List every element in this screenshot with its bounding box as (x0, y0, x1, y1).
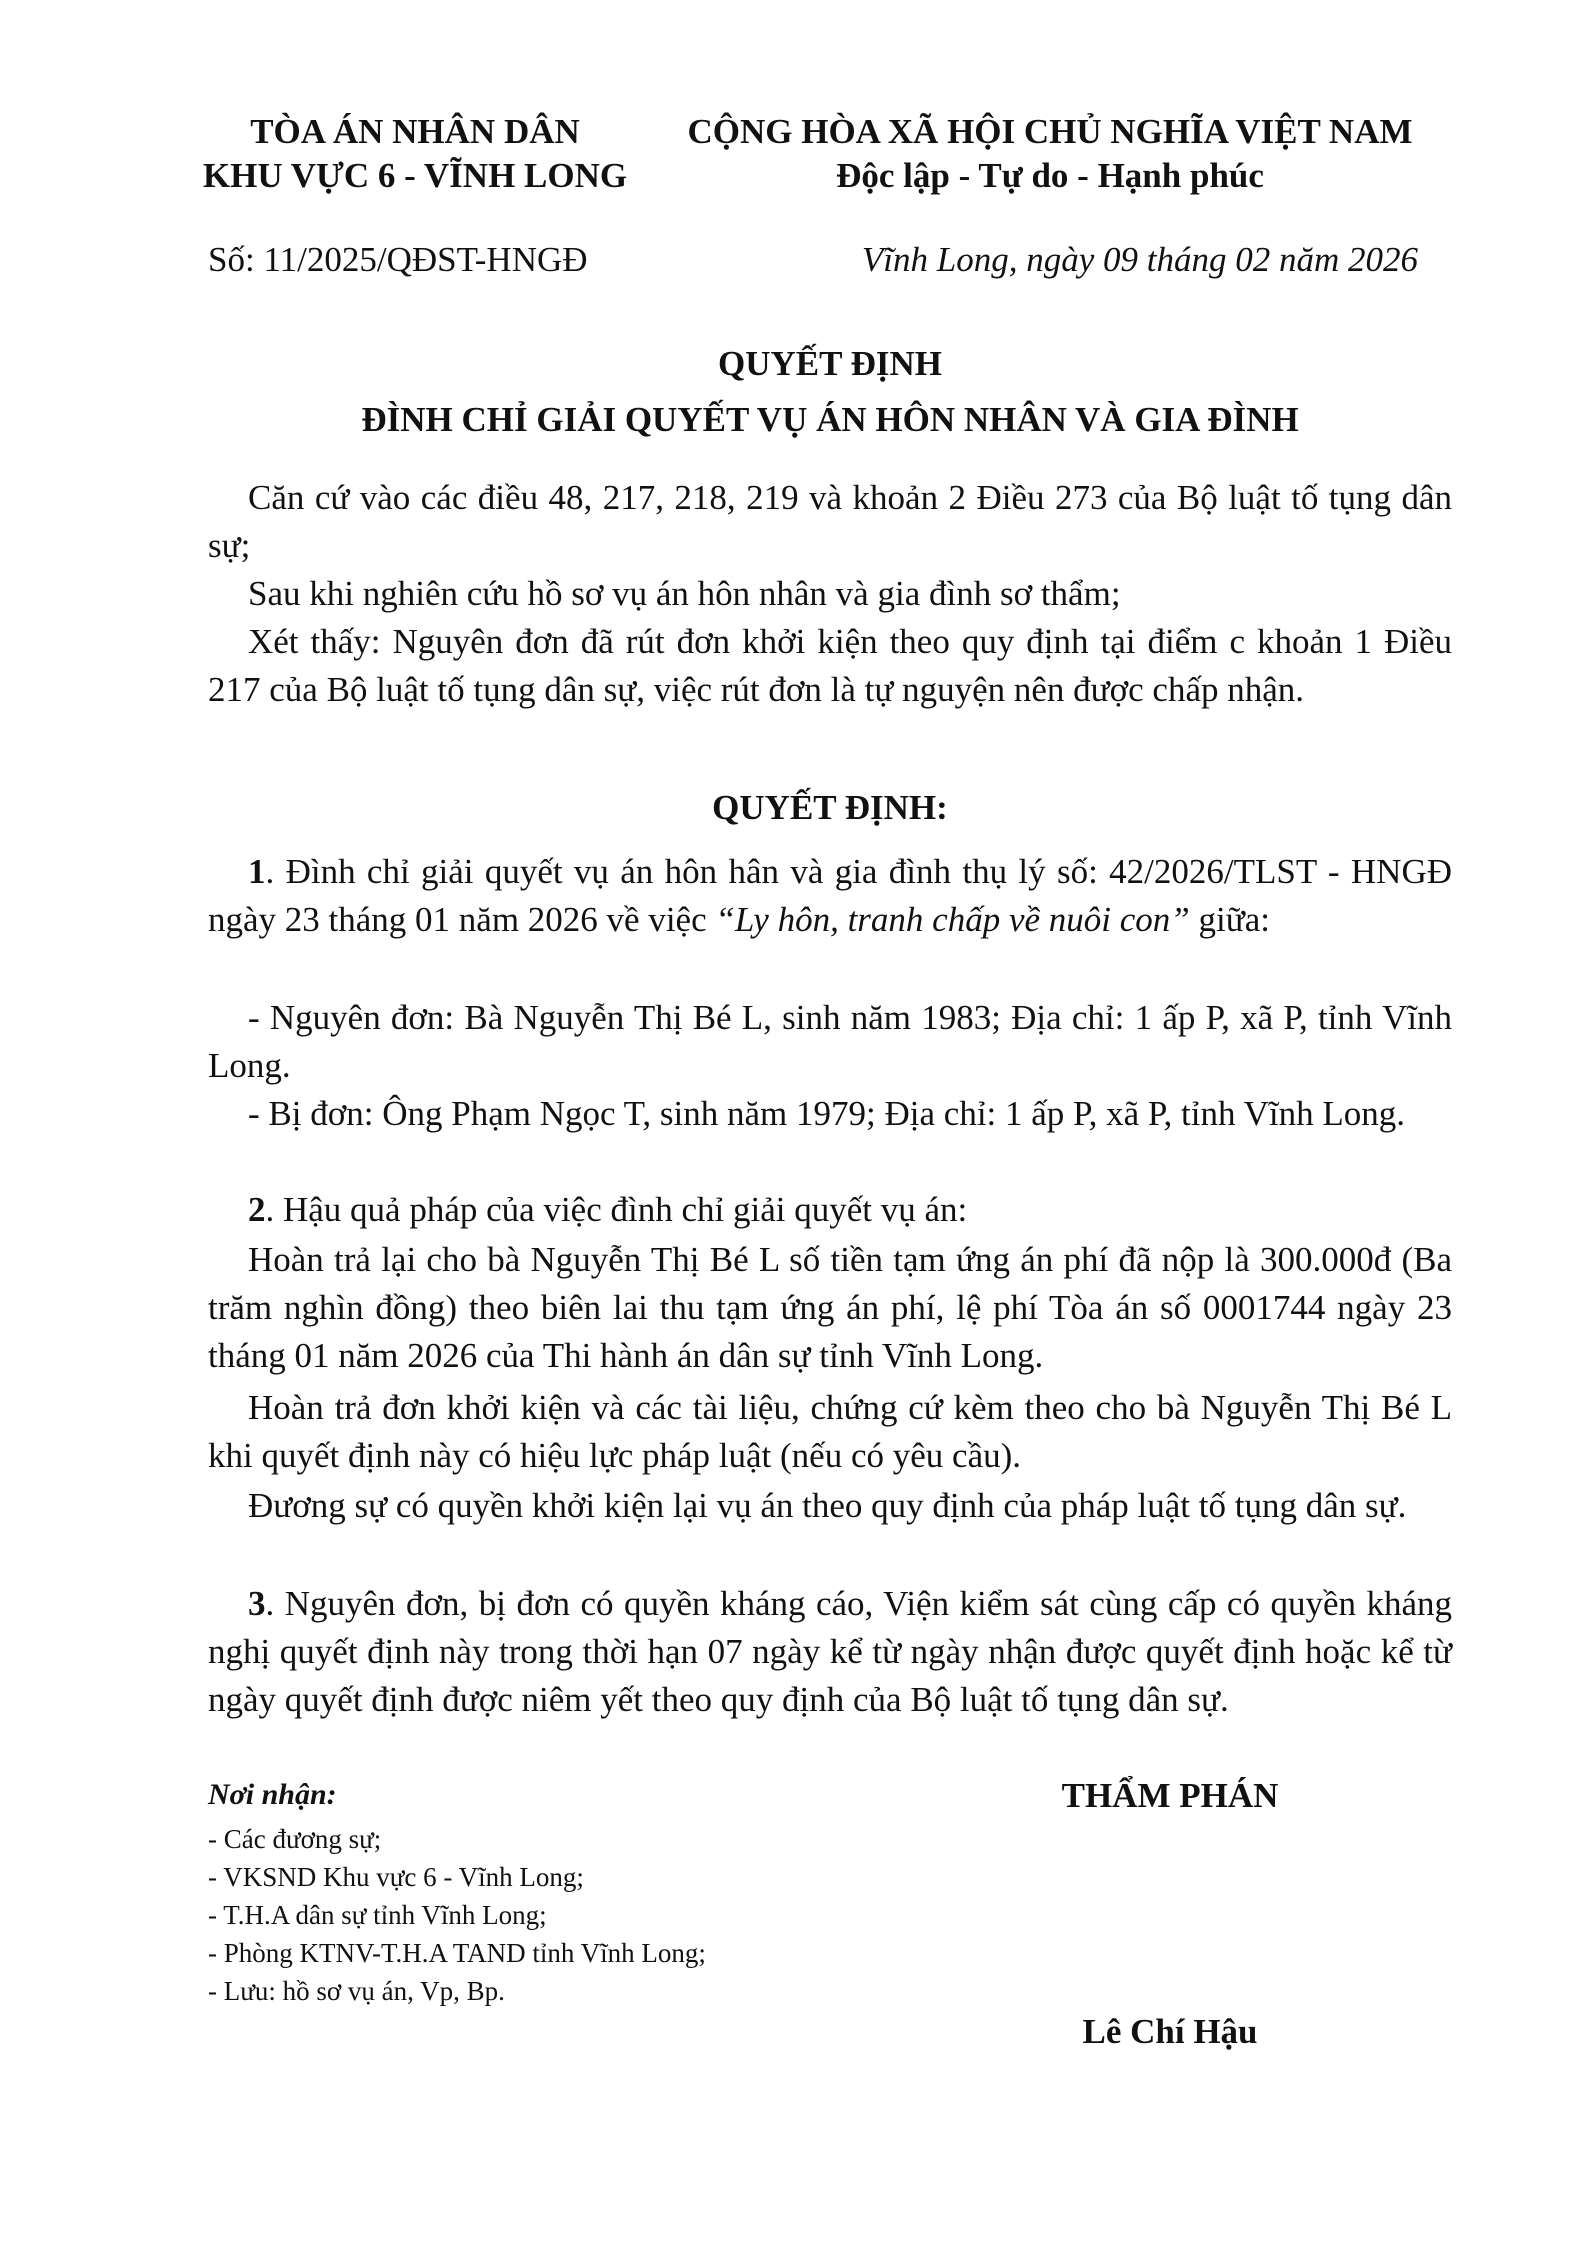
signature-name: Lê Chí Hậu (1082, 2012, 1258, 2051)
section-3-text: . Nguyên đơn, bị đơn có quyền kháng cáo, Viện kiểm sát cùng cấp có quyền kháng nghị quyết định này trong thời hạn 07 ngày kể từ ngày nhận được quyết định hoặc kể từ ngày quyết định được niêm yết theo quy định của Bộ luật tố tụng dân sự. (208, 1584, 1452, 1719)
recipient-item: - T.H.A dân sự tỉnh Vĩnh Long; (208, 1900, 547, 1930)
court-name-block (180, 110, 650, 198)
document-title: QUYẾT ĐỊNH (718, 344, 942, 383)
preamble-review: Sau khi nghiên cứu hồ sơ vụ án hôn nhân và gia đình sơ thẩm; (248, 574, 1121, 613)
decision-section-1 (208, 848, 1452, 944)
section-1-text: . Đình chỉ giải quyết vụ án hôn hân và gia đình thụ lý số: 42/2026/TLST - HNGĐ ngày 23 tháng 01 năm 2026 về việc (208, 852, 1452, 939)
court-name-line2: KHU VỰC 6 - VĨNH LONG (202, 156, 628, 195)
national-motto-block (680, 110, 1420, 198)
section-2-text: . Hậu quả pháp của việc đình chỉ giải quyết vụ án: (265, 1190, 968, 1229)
decision-section-2 (208, 1186, 1452, 1234)
recipient-item: - Lưu: hồ sơ vụ án, Vp, Bp. (208, 1976, 505, 2006)
defendant-info: - Bị đơn: Ông Phạm Ngọc T, sinh năm 1979; Địa chỉ: 1 ấp P, xã P, tỉnh Vĩnh Long. (248, 1094, 1405, 1133)
recipients-heading: Nơi nhận: (208, 1778, 337, 1811)
section-2-refund: Hoàn trả lại cho bà Nguyễn Thị Bé L số tiền tạm ứng án phí đã nộp là 300.000đ (Ba trăm nghìn đồng) theo biên lai thu tạm ứng án phí, lệ phí Tòa án số 0001744 ngày 23 tháng 01 năm 2026 của Thi hành án dân sự tỉnh Vĩnh Long. (208, 1240, 1452, 1375)
recipient-item: - VKSND Khu vực 6 - Vĩnh Long; (208, 1862, 584, 1892)
court-name-line1: TÒA ÁN NHÂN DÂN (250, 112, 580, 151)
national-motto: Độc lập - Tự do - Hạnh phúc (836, 156, 1264, 195)
section-1-text-end: giữa: (1189, 900, 1270, 939)
decision-section-3 (208, 1580, 1452, 1724)
decision-heading: QUYẾT ĐỊNH: (712, 788, 948, 827)
recipient-item: - Phòng KTNV-T.H.A TAND tỉnh Vĩnh Long; (208, 1938, 706, 1968)
section-2-number: 2 (248, 1190, 266, 1229)
plaintiff-info: - Nguyên đơn: Bà Nguyễn Thị Bé L, sinh năm 1983; Địa chỉ: 1 ấp P, xã P, tỉnh Vĩnh Long. (208, 998, 1452, 1085)
preamble-finding: Xét thấy: Nguyên đơn đã rút đơn khởi kiện theo quy định tại điểm c khoản 1 Điều 217 của Bộ luật tố tụng dân sự, việc rút đơn là tự nguyện nên được chấp nhận. (208, 622, 1452, 709)
national-title: CỘNG HÒA XÃ HỘI CHỦ NGHĨA VIỆT NAM (687, 112, 1413, 151)
document-date: Vĩnh Long, ngày 09 tháng 02 năm 2026 (861, 240, 1418, 279)
section-3-number: 3 (248, 1584, 266, 1623)
signature-role: THẨM PHÁN (1061, 1776, 1279, 1815)
recipients-list (208, 1820, 706, 2010)
document-subtitle: ĐÌNH CHỈ GIẢI QUYẾT VỤ ÁN HÔN NHÂN VÀ GIA ĐÌNH (361, 400, 1299, 439)
recipient-item: - Các đương sự; (208, 1824, 382, 1854)
section-1-number: 1 (248, 852, 266, 891)
document-number: Số: 11/2025/QĐST-HNGĐ (208, 240, 588, 279)
section-2-return-documents: Hoàn trả đơn khởi kiện và các tài liệu, chứng cứ kèm theo cho bà Nguyễn Thị Bé L khi quyết định này có hiệu lực pháp luật (nếu có yêu cầu). (208, 1388, 1452, 1475)
section-2-refile-right: Đương sự có quyền khởi kiện lại vụ án theo quy định của pháp luật tố tụng dân sự. (248, 1486, 1407, 1525)
preamble-legal-basis: Căn cứ vào các điều 48, 217, 218, 219 và khoản 2 Điều 273 của Bộ luật tố tụng dân sự; (208, 478, 1452, 565)
case-subject: “Ly hôn, tranh chấp về nuôi con” (715, 900, 1190, 939)
